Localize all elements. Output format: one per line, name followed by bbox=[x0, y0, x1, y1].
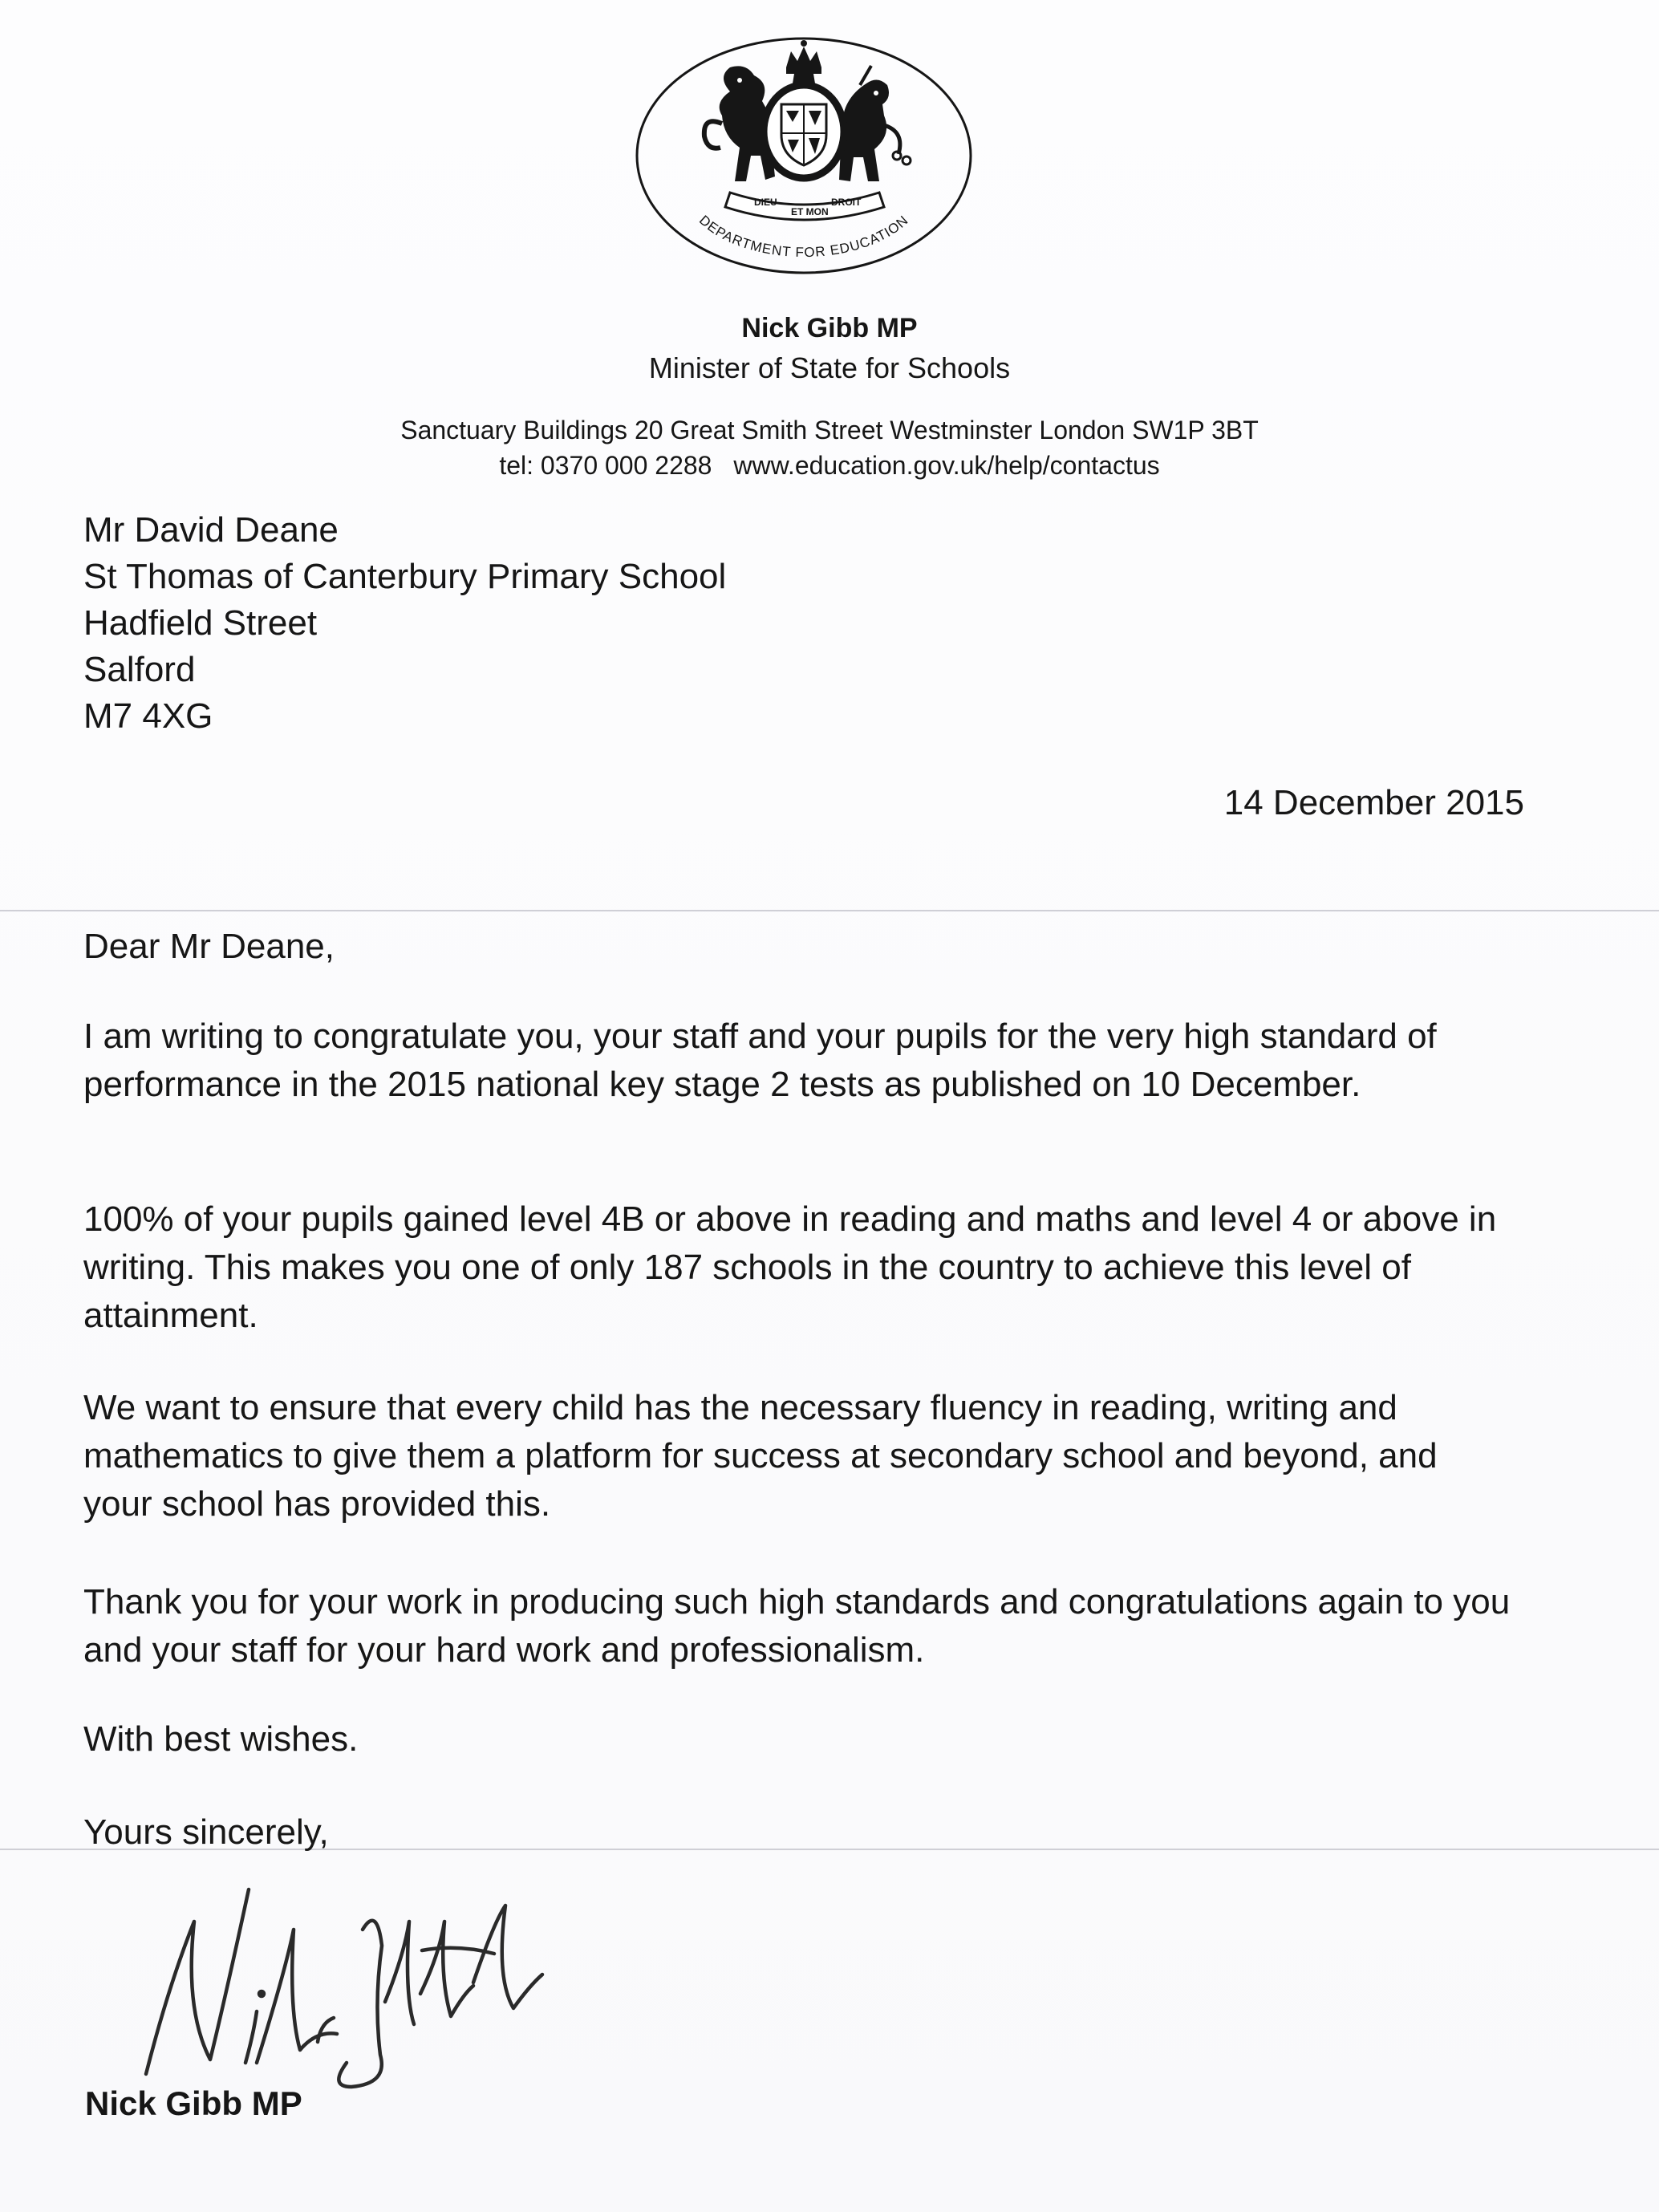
letter-date: 14 December 2015 bbox=[1223, 783, 1524, 822]
telephone-number: tel: 0370 000 2288 bbox=[499, 451, 712, 480]
motto-center: ET MON bbox=[791, 206, 829, 217]
minister-title: Minister of State for Schools bbox=[648, 351, 1011, 384]
body-paragraph: I am writing to congratulate you, your staff and your pupils for the very high standard of performance in the 2015 national key stage 2 tests as published on 10 December. bbox=[83, 1017, 1437, 1104]
minister-name: Nick Gibb MP bbox=[741, 313, 918, 343]
body-paragraph: We want to ensure that every child has the necessary fluency in reading, writing and mathematics to give them a platform for success at secondary school and beyond, and your school has provided this. bbox=[83, 1388, 1438, 1524]
closing-signoff: Yours sincerely, bbox=[83, 1812, 329, 1852]
recipient-school: St Thomas of Canterbury Primary School bbox=[83, 557, 727, 596]
recipient-town: Salford bbox=[83, 650, 196, 689]
website-link[interactable]: www.education.gov.uk/help/contactus bbox=[733, 451, 1160, 480]
department-address: Sanctuary Buildings 20 Great Smith Street Westminster London SW1P 3BT bbox=[400, 416, 1259, 444]
recipient-name: Mr David Deane bbox=[83, 510, 339, 550]
royal-coat-of-arms-logo bbox=[634, 35, 974, 276]
paper-fold-line bbox=[0, 910, 1659, 911]
contact-line bbox=[0, 451, 1659, 481]
recipient-postcode: M7 4XG bbox=[83, 696, 213, 736]
unicorn-icon bbox=[839, 66, 911, 181]
shield-icon bbox=[764, 85, 844, 178]
salutation: Dear Mr Deane, bbox=[83, 927, 335, 966]
motto-right: DROIT bbox=[831, 197, 862, 208]
body-paragraph: Thank you for your work in producing such high standards and congratulations again to you and your staff for your hard work and professionalism. bbox=[83, 1582, 1511, 1670]
closing-wishes: With best wishes. bbox=[83, 1719, 359, 1759]
body-paragraph: 100% of your pupils gained level 4B or above in reading and maths and level 4 or above in writing. This makes you one of only 187 schools in the country to achieve this level of attainment. bbox=[83, 1199, 1497, 1335]
handwritten-signature bbox=[136, 1873, 562, 2098]
department-label: DEPARTMENT FOR EDUCATION bbox=[696, 212, 912, 261]
recipient-address-block bbox=[83, 507, 726, 740]
recipient-street: Hadfield Street bbox=[83, 603, 318, 643]
signatory-name: Nick Gibb MP bbox=[85, 2084, 302, 2122]
motto-left: DIEU bbox=[754, 197, 777, 208]
crown-icon bbox=[786, 40, 821, 74]
